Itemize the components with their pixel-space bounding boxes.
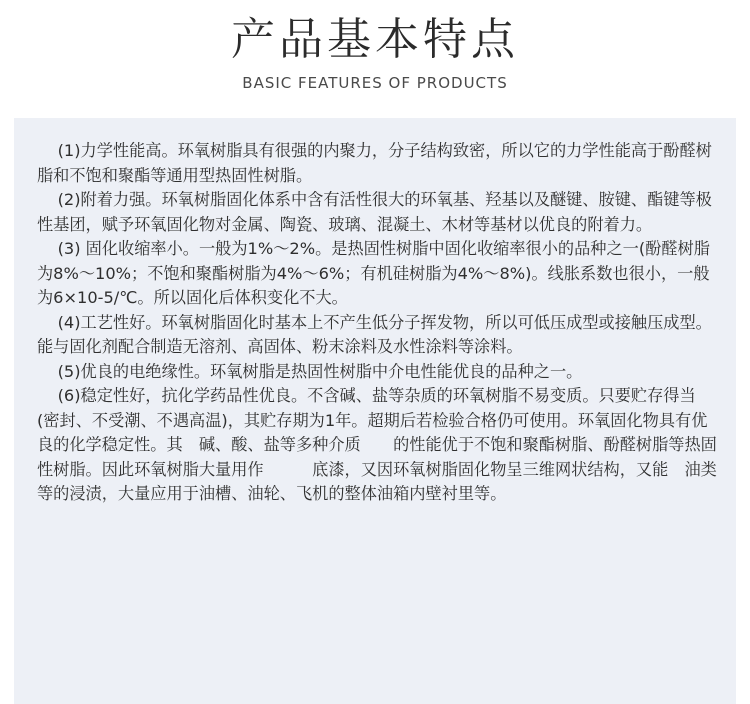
feature-mechanical: (1)力学性能高。环氧树脂具有很强的内聚力，分子结构致密，所以它的力学性能高于酚醛树脂和不饱和聚酯等通用型热固性树脂。	[37, 141, 712, 185]
feature-shrinkage: (3) 固化收缩率小。一般为1%～2%。是热固性树脂中固化收缩率很小的品种之一(酚醛树脂为8%～10%；不饱和聚酯树脂为4%～6%；有机硅树脂为4%～8%)。线胀系数也很小，一般为6×10-5/℃。所以固化后体积变化不大。	[37, 239, 710, 307]
feature-stability: (6)稳定性好，抗化学药品性优良。不含碱、盐等杂质的环氧树脂不易变质。只要贮存得当(密封、不受潮、不遇高温)，其贮存期为1年。超期后若检验合格仍可使用。环氧固化物具有优良的化学稳定性。其 碱、酸、盐等多种介质 的性能优于不饱和聚酯树脂、酚醛树脂等热固性树脂。因此环氧树脂大量用作 底漆，又因环氧树脂固化物呈三维网状结构，又能 油类等的浸渍，大量应用于油槽、油轮、飞机的整体油箱内壁衬里等。	[37, 386, 717, 503]
feature-insulation: (5)优良的电绝缘性。环氧树脂是热固性树脂中介电性能优良的品种之一。	[37, 361, 583, 381]
feature-adhesion: (2)附着力强。环氧树脂固化体系中含有活性很大的环氧基、羟基以及醚键、胺键、酯键等极性基团，赋予环氧固化物对金属、陶瓷、玻璃、混凝土、木材等基材以优良的附着力。	[37, 190, 712, 234]
page-subtitle: BASIC FEATURES OF PRODUCTS	[242, 74, 508, 92]
features-list	[37, 139, 717, 507]
feature-processability: (4)工艺性好。环氧树脂固化时基本上不产生低分子挥发物，所以可低压成型或接触压成型。能与固化剂配合制造无溶剂、高固体、粉末涂料及水性涂料等涂料。	[37, 312, 712, 356]
page-title: 产品基本特点	[231, 14, 519, 65]
